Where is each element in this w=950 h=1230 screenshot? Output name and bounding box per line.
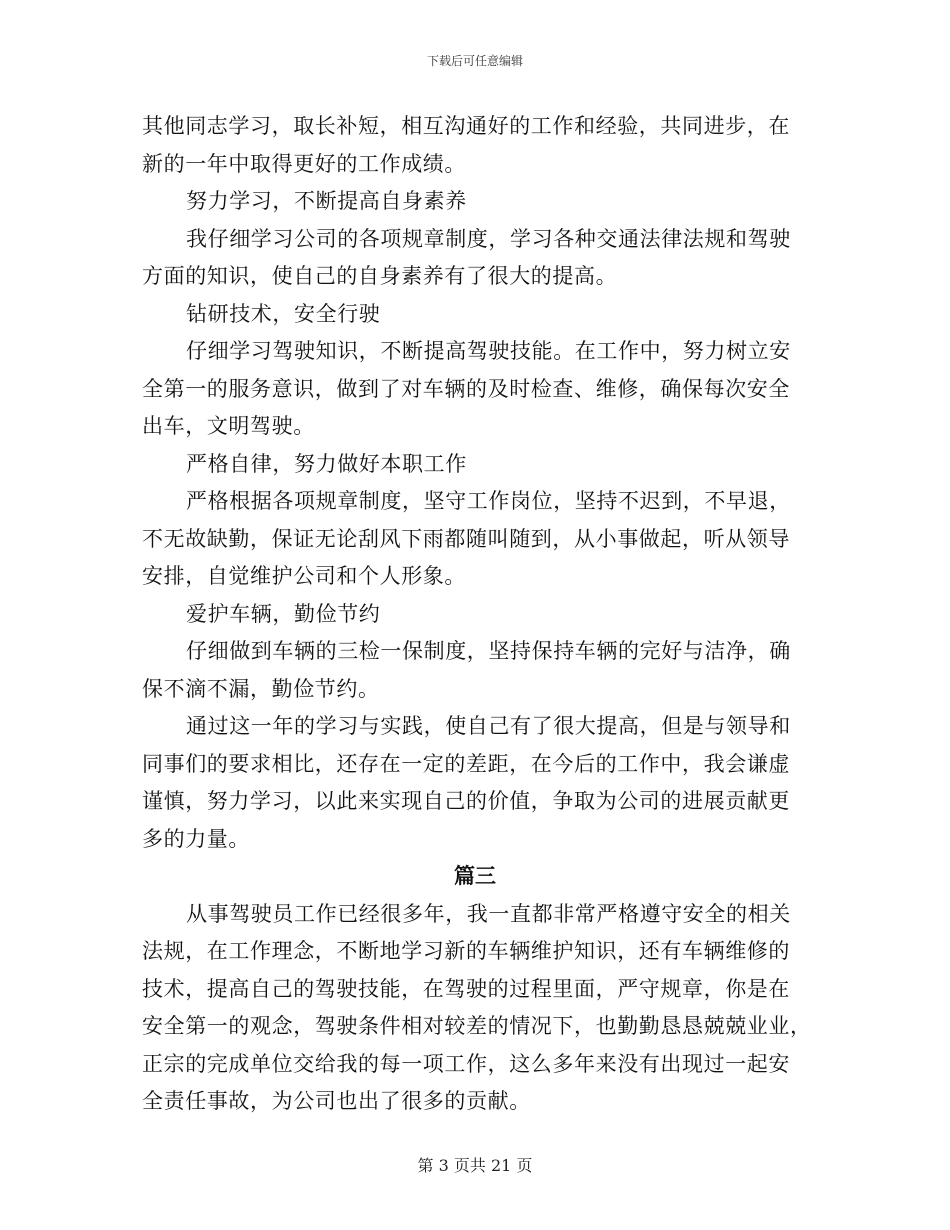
- section-title: 篇三: [454, 864, 496, 888]
- paragraph-line: 通过这一年的学习与实践，使自己有了很大提高，但是与领导和: [186, 714, 791, 738]
- paragraph-line: 严格根据各项规章制度，坚守工作岗位，坚持不迟到，不早退，: [186, 489, 791, 513]
- paragraph-line: 多的力量。: [142, 826, 250, 851]
- paragraph-line: 新的一年中取得更好的工作成绩。: [142, 151, 466, 176]
- paragraph-line: 同事们的要求相比，还存在一定的差距，在今后的工作中，我会谦虚: [142, 751, 790, 776]
- paragraph-line: 我仔细学习公司的各项规章制度，学习各种交通法律法规和驾驶: [186, 226, 791, 251]
- paragraph-line: 法规，在工作理念，不断地学习新的车辆维护知识，还有车辆维修的: [142, 939, 790, 963]
- paragraph-line: 全第一的服务意识，做到了对车辆的及时检查、维修，确保每次安全: [142, 376, 790, 401]
- paragraph-line: 方面的知识，使自己的自身素养有了很大的提高。: [142, 264, 618, 288]
- paragraph-line: 安排，自觉维护公司和个人形象。: [142, 564, 466, 588]
- subheading-vehicle-care: 爱护车辆，勤俭节约: [186, 601, 381, 626]
- page-header-note: 下载后可任意编辑: [426, 54, 523, 68]
- subheading-technique: 钻研技术，安全行驶: [186, 301, 381, 326]
- paragraph-line: 不无故缺勤，保证无论刮风下雨都随叫随到，从小事做起，听从领导: [142, 526, 790, 551]
- paragraph-line: 其他同志学习，取长补短，相互沟通好的工作和经验，共同进步，在: [142, 114, 790, 138]
- page-number: 第 3 页共 21 页: [417, 1156, 533, 1175]
- subheading-study: 努力学习，不断提高自身素养: [186, 189, 467, 213]
- paragraph-line: 技术，提高自己的驾驶技能，在驾驶的过程里面，严守规章，你是在: [142, 976, 790, 1001]
- subheading-discipline: 严格自律，努力做好本职工作: [186, 451, 467, 476]
- paragraph-line: 保不滴不漏，勤俭节约。: [142, 676, 380, 701]
- paragraph-line: 出车，文明驾驶。: [142, 414, 315, 438]
- paragraph-line: 安全第一的观念，驾驶条件相对较差的情况下，也勤勤恳恳兢兢业业，: [142, 1014, 812, 1038]
- paragraph-line: 仔细做到车辆的三检一保制度，坚持保持车辆的完好与洁净，确: [186, 639, 791, 663]
- paragraph-line: 正宗的完成单位交给我的每一项工作，这么多年来没有出现过一起安: [142, 1051, 790, 1076]
- paragraph-line: 全责任事故，为公司也出了很多的贡献。: [142, 1089, 531, 1113]
- document-body: [142, 108, 812, 1121]
- paragraph-line: 从事驾驶员工作已经很多年，我一直都非常严格遵守安全的相关: [186, 901, 791, 926]
- paragraph-line: 谨慎，努力学习，以此来实现自己的价值，争取为公司的进展贡献更: [142, 789, 790, 813]
- paragraph-line: 仔细学习驾驶知识，不断提高驾驶技能。在工作中，努力树立安: [186, 339, 791, 363]
